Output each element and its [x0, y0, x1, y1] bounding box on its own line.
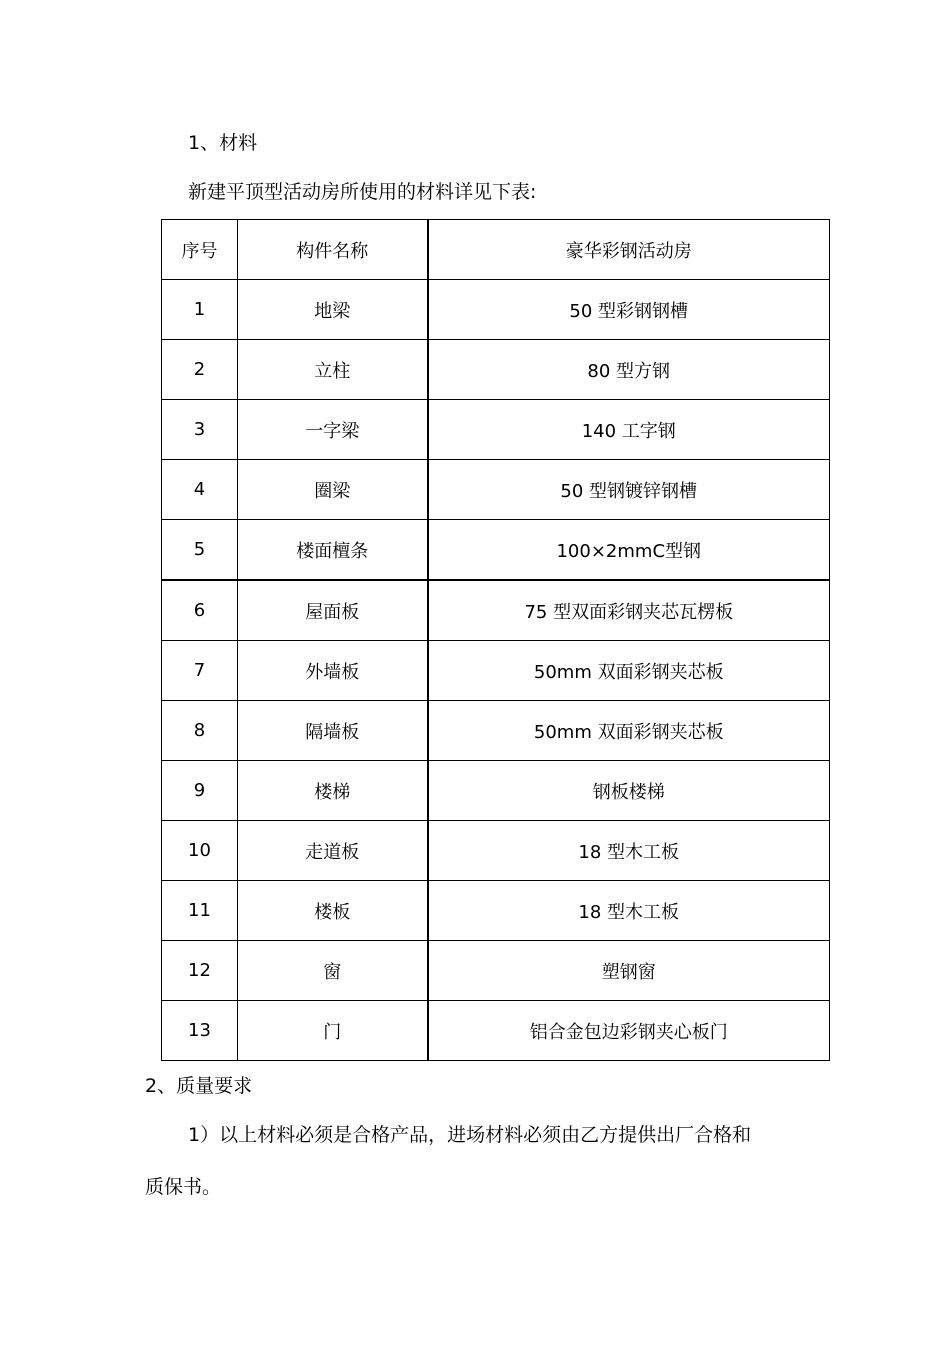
- table-row: [162, 761, 830, 821]
- row-index: 3: [162, 400, 238, 460]
- row-index: 8: [162, 701, 238, 761]
- row-index: 5: [162, 520, 238, 581]
- row-spec: 18 型木工板: [428, 821, 830, 881]
- row-spec: 50 型钢镀锌钢槽: [428, 460, 830, 520]
- row-index: 9: [162, 761, 238, 821]
- row-component: 走道板: [238, 821, 428, 881]
- row-index: 12: [162, 941, 238, 1001]
- section-1-intro: 新建平顶型活动房所使用的材料详见下表:: [188, 181, 537, 203]
- table-row: [162, 580, 830, 641]
- table-row: [162, 400, 830, 460]
- row-index: 2: [162, 340, 238, 400]
- row-component: 屋面板: [238, 580, 428, 641]
- materials-table: [161, 219, 830, 1061]
- header-component-name: 构件名称: [238, 220, 428, 280]
- row-spec: 50 型彩钢钢槽: [428, 280, 830, 340]
- row-index: 6: [162, 580, 238, 641]
- row-spec: 75 型双面彩钢夹芯瓦楞板: [428, 580, 830, 641]
- header-index: 序号: [162, 220, 238, 280]
- table-row: [162, 340, 830, 400]
- table-row: [162, 941, 830, 1001]
- row-component: 隔墙板: [238, 701, 428, 761]
- row-spec: 50mm 双面彩钢夹芯板: [428, 701, 830, 761]
- row-index: 1: [162, 280, 238, 340]
- row-index: 13: [162, 1001, 238, 1061]
- row-spec: 钢板楼梯: [428, 761, 830, 821]
- row-spec: 18 型木工板: [428, 881, 830, 941]
- table-header-row: [162, 220, 830, 280]
- table-row: [162, 1001, 830, 1061]
- table-row: [162, 701, 830, 761]
- row-spec: 塑钢窗: [428, 941, 830, 1001]
- row-index: 11: [162, 881, 238, 941]
- requirement-1-line-2: 质保书。: [145, 1176, 222, 1198]
- table-row: [162, 881, 830, 941]
- row-component: 立柱: [238, 340, 428, 400]
- row-spec: 140 工字钢: [428, 400, 830, 460]
- requirement-1-line-1: 1）以上材料必须是合格产品，进场材料必须由乙方提供出厂合格和: [188, 1124, 752, 1146]
- row-index: 7: [162, 641, 238, 701]
- row-spec: 80 型方钢: [428, 340, 830, 400]
- row-index: 4: [162, 460, 238, 520]
- row-spec: 50mm 双面彩钢夹芯板: [428, 641, 830, 701]
- table-row: [162, 460, 830, 520]
- row-component: 外墙板: [238, 641, 428, 701]
- row-component: 门: [238, 1001, 428, 1061]
- row-component: 楼梯: [238, 761, 428, 821]
- row-component: 圈梁: [238, 460, 428, 520]
- row-component: 地梁: [238, 280, 428, 340]
- row-component: 楼板: [238, 881, 428, 941]
- section-1-heading: 1、材料: [188, 132, 258, 154]
- row-component: 一字梁: [238, 400, 428, 460]
- table-row: [162, 520, 830, 581]
- header-spec: 豪华彩钢活动房: [428, 220, 830, 280]
- row-spec: 铝合金包边彩钢夹心板门: [428, 1001, 830, 1061]
- row-spec: 100×2mmC型钢: [428, 520, 830, 581]
- row-component: 窗: [238, 941, 428, 1001]
- row-index: 10: [162, 821, 238, 881]
- row-component: 楼面檀条: [238, 520, 428, 581]
- section-2-heading: 2、质量要求: [145, 1075, 253, 1097]
- table-row: [162, 641, 830, 701]
- table-row: [162, 280, 830, 340]
- table-row: [162, 821, 830, 881]
